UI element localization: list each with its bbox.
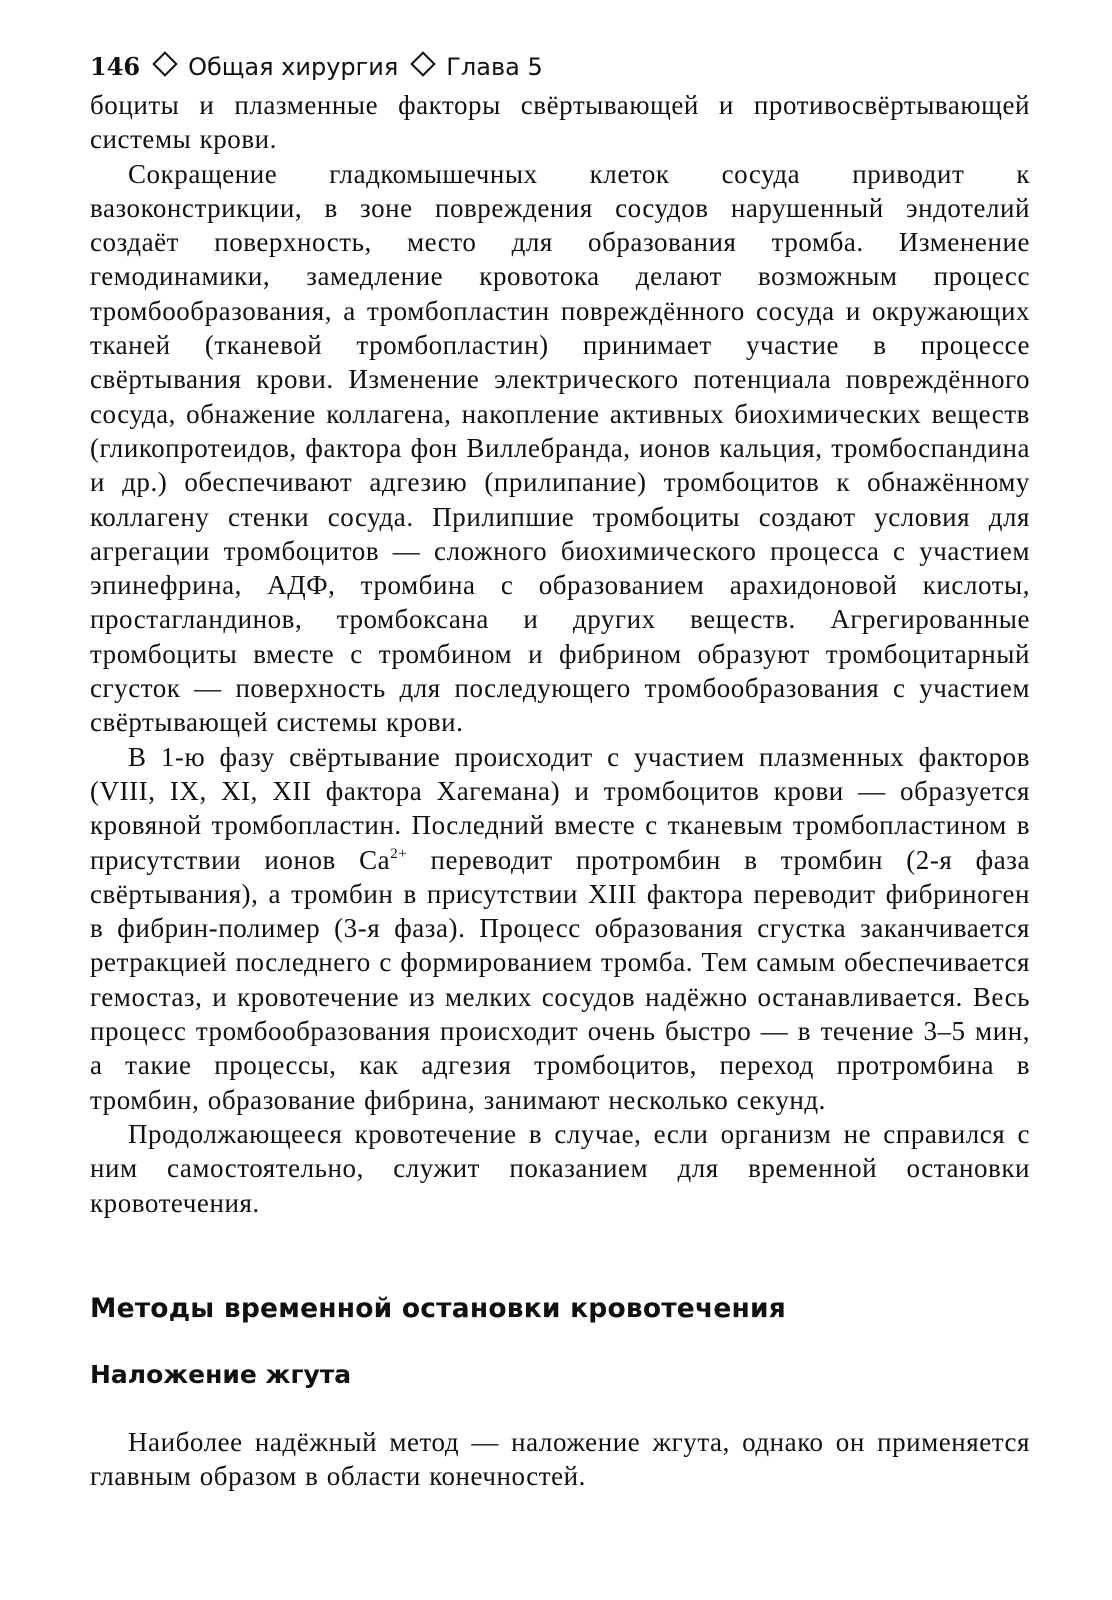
paragraph-continued: боциты и плазменные факторы свёртывающей и противосвёртывающей системы крови. — [90, 90, 1030, 155]
paragraph-continued-bleeding: Продолжающееся кровотечение в случае, если организм не справился с ним самостоятельно, служит показанием для временной остановки кровотечения. — [90, 1118, 1030, 1218]
paragraph-text-after-sup: переводит протромбин в тромбин (2-я фаза свёртывания), а тромбин в присутствии XIII фактора переводит фибриноген в фибрин-полимер (3-я фаза). Процесс образования сгустка заканчивается ретракцией последнего с формированием тромба. Тем самым обеспечивается гемостаз, и кровотечение из мелких сосудов надёжно останавливается. Весь процесс тромбообразования происходит очень быстро — в течение 3–5 мин, а такие процессы, как адгезия тромбоцитов, переход протромбина в тромбин, образование фибрина, занимают несколько секунд. — [90, 844, 1030, 1115]
page-number: 146 — [90, 52, 141, 81]
paragraph-vasoconstriction: Сокращение гладкомышечных клеток сосуда приводит к вазоконстрикции, в зоне повреждения сосудов нарушенный эндотелий создаёт поверхность, место для образования тромба. Изменение гемодинамики, замедление кровотока делают возможным процесс тромбообразования, а тромбопластин повреждённого сосуда и окружающих тканей (тканевой тромбопластин) принимает участие в процессе свёртывания крови. Изменение электрического потенциала повреждённого сосуда, обнажение коллагена, накопление активных биохимических веществ (гликопротеидов, фактора фон Виллебранда, ионов кальция, тромбоспандина и др.) обеспечивают адгезию (прилипание) тромбоцитов к обнажённому коллагену стенки сосуда. Прилипшие тромбоциты создают условия для агрегации тромбоцитов — сложного биохимического процесса с участием эпинефрина, АДФ, тромбина с образованием арахидоновой кислоты, простагландинов, тромбоксана и других веществ. Агрегированные тромбоциты вместе с тромбином и фибрином образуют тромбоцитарный сгусток — поверхность для последующего тромбообразования с участием свёртывающей системы крови. — [90, 158, 1030, 738]
paragraph-tourniquet: Наиболее надёжный метод — наложение жгута, однако он применяется главным образом в области конечностей. — [90, 1427, 1030, 1492]
section-heading: Методы временной остановки кровотечения — [90, 1293, 787, 1324]
paragraph-coagulation-phases — [90, 740, 1030, 1117]
paragraph-text-before-sup: В 1-ю фазу свёртывание происходит с участием плазменных факторов (VIII, IX, XI, XII фактора Хагемана) и тромбоцитов крови — образуется кровяной тромбопластин. Последний вместе с тканевым тромбопластином в присутствии ионов Ca — [90, 741, 1030, 875]
diamond-separator-icon — [152, 51, 177, 76]
running-header — [90, 52, 1030, 88]
diamond-separator-icon — [411, 51, 436, 76]
book-title: Общая хирургия — [188, 53, 399, 81]
superscript-charge: 2+ — [390, 845, 408, 862]
subsection-heading: Наложение жгута — [90, 1360, 352, 1389]
book-page — [90, 52, 1030, 1492]
body-text-tail — [90, 1425, 1030, 1494]
chapter-label: Глава 5 — [446, 53, 543, 81]
body-text — [90, 88, 1030, 1220]
